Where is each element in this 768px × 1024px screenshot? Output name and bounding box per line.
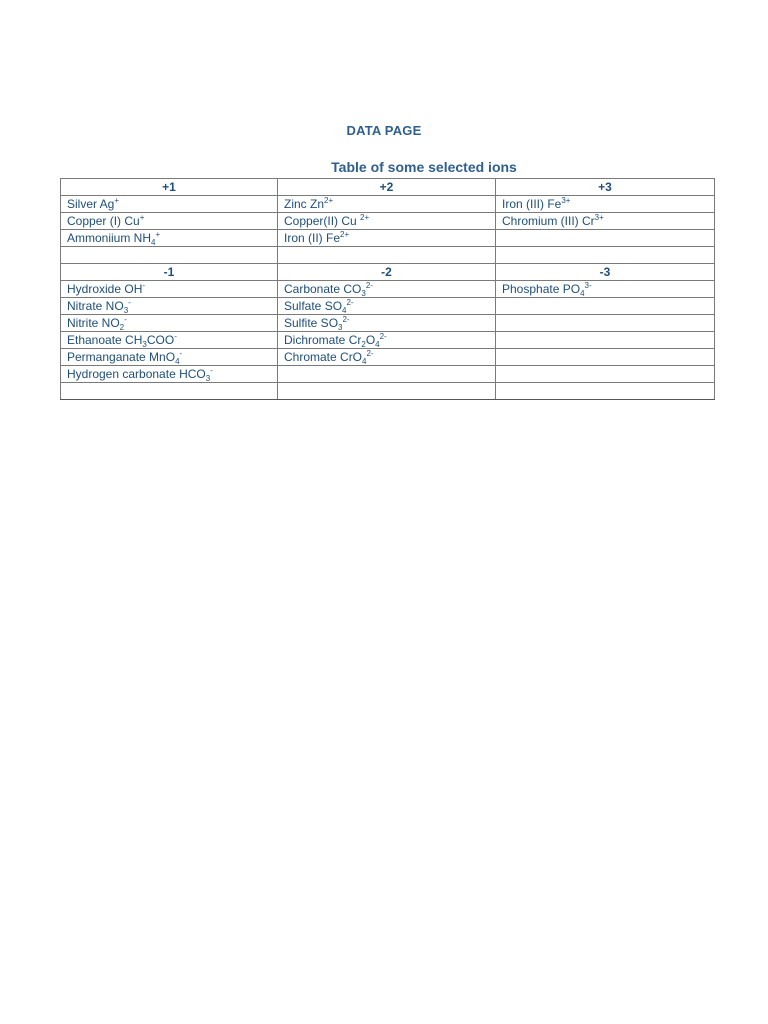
- ion-cell: [496, 366, 715, 383]
- ion-cell: Ammoniium $NH_4^+$: [61, 230, 278, 247]
- ion-cell: Iron (III) $Fe^{3+}$: [496, 196, 715, 213]
- ion-cell: Chromate CrO$_4^{2-}$: [278, 349, 496, 366]
- charge-header: -1: [61, 264, 278, 281]
- table-row: [61, 213, 715, 230]
- page-title: DATA PAGE: [346, 123, 422, 138]
- ion-cell: [496, 332, 715, 349]
- ion-cell: Ethanoate $CH_3COO^-$: [61, 332, 278, 349]
- charge-header: +2: [278, 179, 496, 196]
- ion-cell: [496, 315, 715, 332]
- table-row: [61, 247, 715, 264]
- ion-cell: Copper(II) Cu $^{2+}$: [278, 213, 496, 230]
- ions-table-body: [61, 179, 715, 400]
- ion-cell: Iron (II) $Fe^{2+}$: [278, 230, 496, 247]
- ion-cell: [278, 247, 496, 264]
- charge-header: +1: [61, 179, 278, 196]
- ion-cell: [496, 230, 715, 247]
- ion-cell: [278, 383, 496, 400]
- charge-header-row: [61, 264, 715, 281]
- ion-cell: Copper (I) Cu+: [61, 213, 278, 230]
- table-row: [61, 366, 715, 383]
- table-title: Table of some selected ions: [331, 159, 517, 175]
- ion-cell: Sulfate $SO_4^{2-}$: [278, 298, 496, 315]
- ion-cell: [61, 247, 278, 264]
- charge-header: +3: [496, 179, 715, 196]
- ion-cell: [496, 383, 715, 400]
- ion-cell: [496, 349, 715, 366]
- table-row: [61, 332, 715, 349]
- ion-cell: [61, 383, 278, 400]
- charge-header: -3: [496, 264, 715, 281]
- ion-cell: Zinc $Zn^{2+}$: [278, 196, 496, 213]
- charge-header: -2: [278, 264, 496, 281]
- table-row: [61, 383, 715, 400]
- table-row: [61, 281, 715, 298]
- table-row: [61, 230, 715, 247]
- table-row: [61, 315, 715, 332]
- table-row: [61, 196, 715, 213]
- ion-cell: Chromium (III) $Cr^{3+}$: [496, 213, 715, 230]
- ion-cell: Hydrogen carbonate $HCO_3^-$: [61, 366, 278, 383]
- ion-cell: Sulfite $SO_3^{2-}$: [278, 315, 496, 332]
- ion-cell: Dichromate $Cr_2O_4^{2-}$: [278, 332, 496, 349]
- ion-cell: Hydroxide OH-: [61, 281, 278, 298]
- ion-cell: Phosphate $PO_4^{3-}$: [496, 281, 715, 298]
- ion-cell: Silver Ag+: [61, 196, 278, 213]
- ion-cell: [496, 298, 715, 315]
- ion-cell: Permanganate MnO$_4$-: [61, 349, 278, 366]
- charge-header-row: [61, 179, 715, 196]
- ion-cell: [278, 366, 496, 383]
- ion-cell: Carbonate $CO_3^{2-}$: [278, 281, 496, 298]
- table-row: [61, 298, 715, 315]
- ion-cell: Nitrite $NO_2^-$: [61, 315, 278, 332]
- ion-cell: [496, 247, 715, 264]
- ions-table: [60, 178, 715, 400]
- ion-cell: Nitrate $NO_3^-$: [61, 298, 278, 315]
- table-row: [61, 349, 715, 366]
